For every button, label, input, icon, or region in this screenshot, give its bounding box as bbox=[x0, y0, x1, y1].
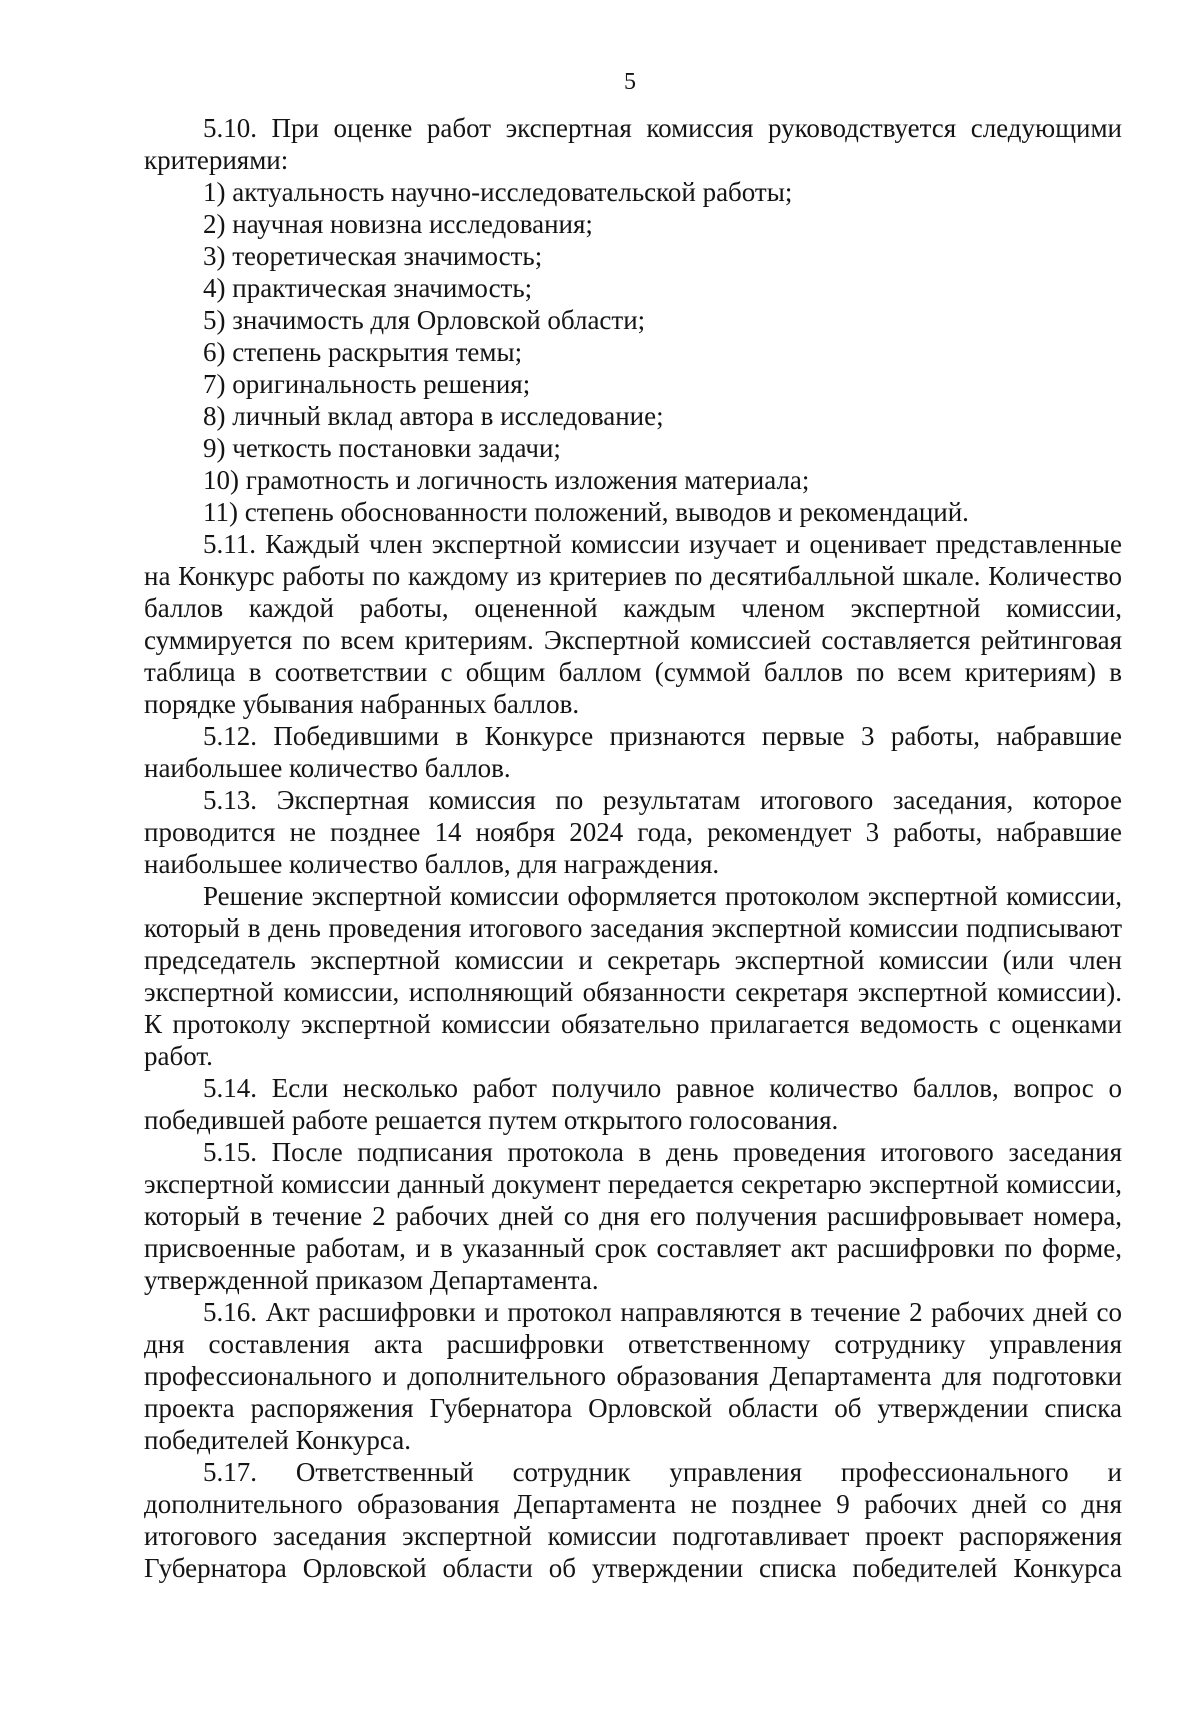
criteria-item-11: 11) степень обоснованности положений, выводов и рекомендаций. bbox=[203, 497, 969, 527]
criteria-item-4: 4) практическая значимость; bbox=[203, 273, 533, 303]
paragraph-5-14: 5.14. Если несколько работ получило равное количество баллов, вопрос о победившей работе решается путем открытого голосования. bbox=[144, 1073, 1122, 1135]
criteria-item-1: 1) актуальность научно-исследовательской работы; bbox=[203, 177, 793, 207]
paragraph-5-12: 5.12. Победившими в Конкурсе признаются первые 3 работы, набравшие наибольшее количество баллов. bbox=[144, 721, 1122, 783]
criteria-item-7: 7) оригинальность решения; bbox=[203, 369, 531, 399]
criteria-item-5: 5) значимость для Орловской области; bbox=[203, 305, 646, 335]
criteria-item-3: 3) теоретическая значимость; bbox=[203, 241, 543, 271]
paragraph-5-10: 5.10. При оценке работ экспертная комиссия руководствуется следующими критериями: bbox=[144, 113, 1122, 175]
document-body bbox=[144, 112, 1122, 1584]
paragraph-5-15: 5.15. После подписания протокола в день проведения итогового заседания экспертной комиссии данный документ передается секретарю экспертной комиссии, который в течение 2 рабочих дней со дня его получения расшифровывает номера, присвоенные работам, и в указанный срок составляет акт расшифровки по форме, утвержденной приказом Департамента. bbox=[144, 1137, 1122, 1295]
paragraph-decision: Решение экспертной комиссии оформляется протоколом экспертной комиссии, который в день проведения итогового заседания экспертной комиссии подписывают председатель экспертной комиссии и секретарь экспертной комиссии (или член экспертной комиссии, исполняющий обязанности секретаря экспертной комиссии). К протоколу экспертной комиссии обязательно прилагается ведомость с оценками работ. bbox=[144, 881, 1122, 1071]
paragraph-5-13: 5.13. Экспертная комиссия по результатам итогового заседания, которое проводится не позднее 14 ноября 2024 года, рекомендует 3 работы, набравшие наибольшее количество баллов, для награждения. bbox=[144, 785, 1122, 879]
criteria-item-6: 6) степень раскрытия темы; bbox=[203, 337, 523, 367]
paragraph-5-11: 5.11. Каждый член экспертной комиссии изучает и оценивает представленные на Конкурс работы по каждому из критериев по десятибалльной шкале. Количество баллов каждой работы, оцененной каждым членом экспертной комиссии, суммируется по всем критериям. Экспертной комиссией составляется рейтинговая таблица в соответствии с общим баллом (суммой баллов по всем критериям) в порядке убывания набранных баллов. bbox=[144, 529, 1122, 719]
criteria-item-9: 9) четкость постановки задачи; bbox=[203, 433, 561, 463]
criteria-item-10: 10) грамотность и логичность изложения материала; bbox=[203, 465, 810, 495]
criteria-item-8: 8) личный вклад автора в исследование; bbox=[203, 401, 664, 431]
page-number: 5 bbox=[624, 69, 636, 95]
paragraph-5-17: 5.17. Ответственный сотрудник управления профессионального и дополнительного образования Департамента не позднее 9 рабочих дней со дня итогового заседания экспертной комиссии подготавливает проект распоряжения Губернатора Орловской области об утверждении списка победителей Конкурса bbox=[144, 1457, 1122, 1583]
paragraph-5-16: 5.16. Акт расшифровки и протокол направляются в течение 2 рабочих дней со дня составления акта расшифровки ответственному сотруднику управления профессионального и дополнительного образования Департамента для подготовки проекта распоряжения Губернатора Орловской области об утверждении списка победителей Конкурса. bbox=[144, 1297, 1122, 1455]
criteria-item-2: 2) научная новизна исследования; bbox=[203, 209, 593, 239]
